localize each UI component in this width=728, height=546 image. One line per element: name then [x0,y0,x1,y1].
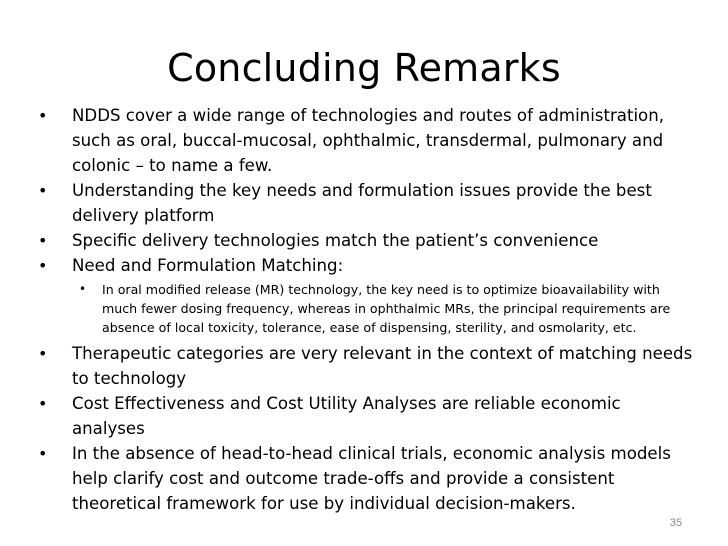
sub-bullet-item [0,280,728,337]
sub-bullet-list-wrap [0,280,728,337]
bullet-list [0,103,728,516]
bullet-item [0,441,728,516]
bullet-item [0,228,728,253]
bullet-text: Understanding the key needs and formulation issues provide the best delivery platform [72,181,652,225]
bullet-text: NDDS cover a wide range of technologies and routes of administration, such as oral, buccal-mucosal, ophthalmic, transdermal, pulmonary and colonic – to name a few. [72,106,665,175]
sub-bullet-text: In oral modified release (MR) technology, the key need is to optimize bioavailability with much fewer dosing frequency, whereas in ophthalmic MRs, the principal requirements are absence of local toxicity, tolerance, ease of dispensing, sterility, and osmolarity, etc. [102,282,671,335]
bullet-icon: • [38,444,48,463]
sub-bullet-list [0,280,728,337]
sub-bullet-icon: • [79,282,87,296]
bullet-icon: • [38,344,48,363]
bullet-icon: • [38,181,48,200]
bullet-item [0,103,728,178]
bullet-item [0,341,728,391]
bullet-text: Cost Effectiveness and Cost Utility Analyses are reliable economic analyses [72,394,621,438]
bullet-text: Need and Formulation Matching: [72,256,344,275]
bullet-icon: • [38,256,48,275]
page-number: 35 [669,517,682,529]
bullet-icon: • [38,394,48,413]
bullet-text: In the absence of head-to-head clinical trials, economic analysis models help clarify cost and outcome trade-offs and provide a consistent theoretical framework for use by individual decision-makers. [72,444,671,513]
bullet-item [0,178,728,228]
slide-title: Concluding Remarks [167,46,561,90]
bullet-icon: • [38,106,48,125]
bullet-item [0,253,728,278]
bullet-icon: • [38,231,48,250]
bullet-text: Therapeutic categories are very relevant in the context of matching needs to technology [72,344,693,388]
bullet-item [0,391,728,441]
bullet-text: Specific delivery technologies match the patient’s convenience [72,231,599,250]
